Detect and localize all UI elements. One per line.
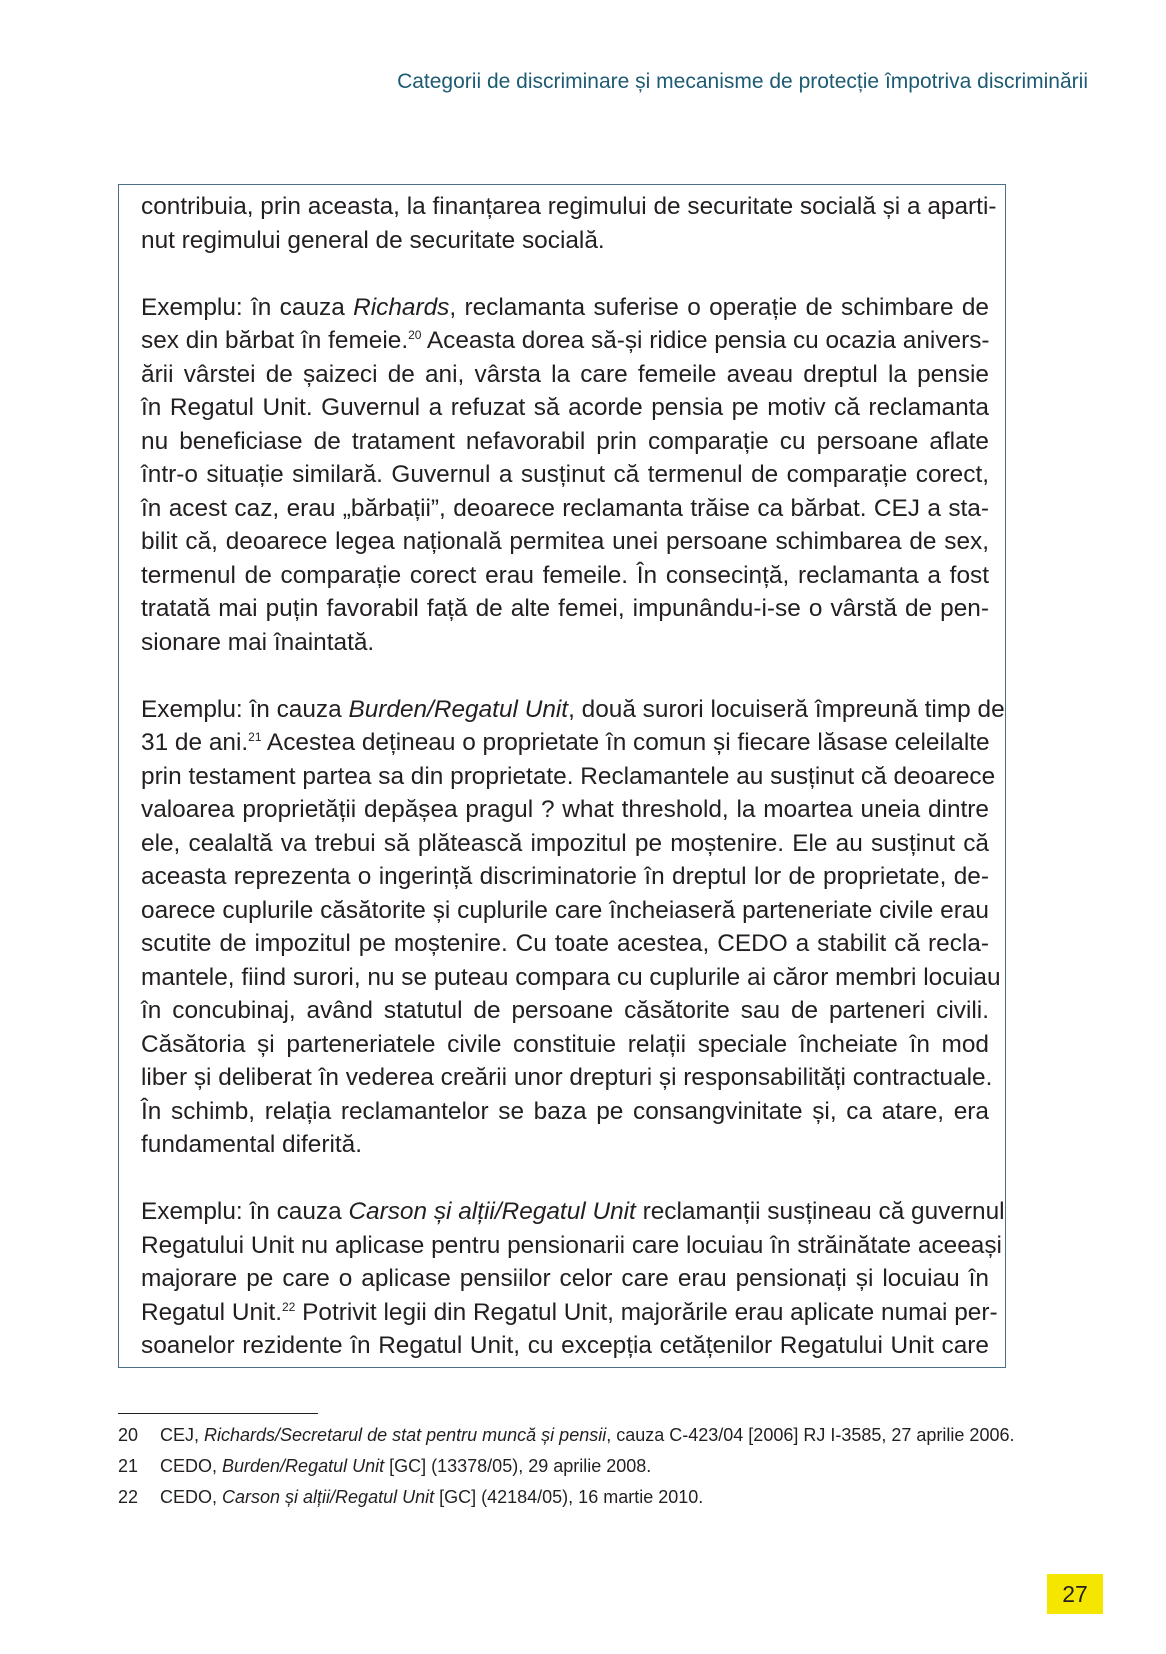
text-run: CEDO,	[160, 1456, 223, 1476]
text-run: mantele, fiind surori, nu se puteau compara cu cuplurile ai căror membri locuiau	[141, 963, 1001, 991]
italic-case-name: Richards/Secretarul de stat pentru muncă și pensii	[204, 1425, 607, 1445]
text-run: nut regimului general de securitate socială.	[141, 226, 605, 254]
footnote-ref: 21	[248, 730, 262, 744]
text-run: valoarea proprietății depășea pragul ? what threshold, la moartea uneia dintre	[141, 796, 989, 823]
text-line	[141, 1329, 989, 1363]
text-run: Potrivit legii din Regatul Unit, majorările erau aplicate numai per-	[295, 1298, 998, 1326]
footnote-21	[118, 1451, 1018, 1482]
text-line	[141, 994, 989, 1028]
text-line	[141, 391, 989, 425]
text-line	[141, 1296, 998, 1330]
footnote-rule	[118, 1413, 318, 1414]
text-line	[141, 458, 989, 492]
text-line	[141, 1229, 1002, 1263]
footnote-text	[160, 1487, 703, 1508]
text-run: prin testament partea sa din proprietate. Reclamantele au susținut că deoarece	[141, 762, 996, 790]
text-line	[141, 860, 989, 894]
text-run: [GC] (42184/05), 16 martie 2010.	[434, 1487, 704, 1507]
text-line	[141, 1028, 989, 1062]
footnote-text	[160, 1456, 651, 1477]
text-run: tratată mai puțin favorabil față de alte femei, impunându-i-se o vârstă de pen-	[141, 595, 989, 622]
footnote-number: 22	[118, 1487, 139, 1507]
page-number: 27	[1047, 1574, 1103, 1614]
text-line	[141, 726, 989, 760]
footnote-22	[118, 1482, 1018, 1513]
text-run: în Regatul Unit. Guvernul a refuzat să acorde pensia pe motiv că reclamanta	[141, 394, 989, 421]
italic-case-name: Burden/Regatul Unit	[348, 695, 569, 723]
text-run: termenul de comparație corect erau femeile. În consecință, reclamanta a fost	[141, 561, 989, 589]
text-line	[141, 626, 989, 660]
text-run: Exemplu: în cauza	[141, 695, 349, 723]
text-line	[141, 927, 989, 961]
text-line	[141, 793, 989, 827]
text-run: într-o situație similară. Guvernul a susținut că termenul de comparație corect,	[141, 461, 989, 488]
text-run: CEJ,	[160, 1425, 205, 1445]
text-run: , reclamanta suferise o operație de schimbare de	[449, 293, 989, 321]
text-line	[141, 559, 989, 593]
footnote-text	[160, 1425, 1014, 1446]
text-line	[141, 525, 989, 559]
text-run: nu beneficiase de tratament nefavorabil prin comparație cu persoane aflate	[141, 427, 989, 455]
text-run: liber și deliberat în vederea creării unor drepturi și responsabilități contractuale.	[141, 1064, 993, 1091]
text-line	[141, 592, 989, 626]
text-run: în acest caz, erau „bărbații”, deoarece reclamanta trăise ca bărbat. CEJ a sta-	[141, 494, 989, 522]
italic-case-name: Richards	[353, 293, 450, 321]
italic-case-name: Burden/Regatul Unit	[222, 1456, 385, 1476]
text-run: CEDO,	[160, 1487, 223, 1507]
text-run: Aceasta dorea să-și ridice pensia cu ocazia anivers-	[421, 327, 990, 354]
footnote-ref: 22	[282, 1299, 296, 1314]
paragraph-gap	[141, 1162, 989, 1196]
footnote-20	[118, 1420, 1018, 1451]
text-run: bilit că, deoarece legea națională permitea unei persoane schimbarea de sex,	[141, 528, 989, 555]
text-run: Căsătoria și parteneriatele civile constituie relații speciale încheiate în mod	[141, 1030, 989, 1058]
text-run: aceasta reprezenta o ingerință discriminatorie în dreptul lor de proprietate, de-	[141, 863, 989, 890]
text-run: fundamental diferită.	[141, 1131, 363, 1158]
running-header: Categorii de discriminare și mecanisme de protecție împotriva discriminării	[397, 70, 1088, 93]
paragraph-gap	[141, 257, 989, 291]
text-line	[141, 358, 989, 392]
footnote-ref: 20	[408, 328, 422, 342]
text-line	[141, 693, 1005, 727]
text-run: Exemplu: în cauza	[141, 1198, 349, 1225]
text-run: în concubinaj, având statutul de persoane căsătorite sau de parteneri civili.	[141, 997, 989, 1024]
text-run: Acestea dețineau o proprietate în comun și fiecare lăsase celeilalte	[261, 729, 990, 756]
text-line	[141, 827, 989, 861]
footnote-number: 20	[118, 1425, 139, 1445]
text-line	[141, 961, 1001, 995]
text-run: Regatul Unit.	[141, 1298, 282, 1326]
text-line	[141, 190, 997, 224]
text-line	[141, 492, 989, 526]
text-run: reclamanții susțineau că guvernul	[635, 1198, 1005, 1225]
text-run: oarece cuplurile căsătorite și cuplurile care încheiaseră parteneriate civile erau	[141, 896, 989, 924]
text-run: ării vârstei de șaizeci de ani, vârsta la care femeile aveau dreptul la pensie	[141, 360, 989, 388]
text-line	[141, 1195, 1005, 1229]
text-line	[141, 425, 989, 459]
footnotes	[118, 1420, 1018, 1513]
text-run: soanelor rezidente în Regatul Unit, cu excepția cetățenilor Regatului Unit care	[141, 1332, 989, 1359]
text-run: [GC] (13378/05), 29 aprilie 2008.	[384, 1456, 652, 1476]
text-line	[141, 291, 989, 325]
text-run: scutite de impozitul pe moștenire. Cu toate acestea, CEDO a stabilit că recla-	[141, 930, 989, 957]
example-box-text	[141, 190, 1005, 1363]
text-line	[141, 894, 989, 928]
text-line	[141, 324, 989, 358]
text-run: , două surori locuiseră împreună timp de	[568, 695, 1005, 723]
text-run: contribuia, prin aceasta, la finanțarea regimului de securitate socială și a aparti-	[141, 193, 997, 220]
text-run: Regatului Unit nu aplicase pentru pensionarii care locuiau în străinătate aceeași	[141, 1231, 1002, 1259]
text-run: , cauza C-423/04 [2006] RJ I-3585, 27 aprilie 2006.	[606, 1425, 1015, 1445]
italic-case-name: Carson și alții/Regatul Unit	[222, 1487, 435, 1507]
italic-case-name: Carson și alții/Regatul Unit	[348, 1198, 636, 1225]
text-line	[141, 1262, 989, 1296]
text-run: Exemplu: în cauza	[141, 293, 354, 321]
text-run: ele, cealaltă va trebui să plătească impozitul pe moștenire. Ele au susținut că	[141, 829, 989, 857]
text-run: 31 de ani.	[141, 729, 249, 756]
text-line	[141, 1095, 989, 1129]
text-line	[141, 224, 989, 258]
text-run: majorare pe care o aplicase pensiilor celor care erau pensionați și locuiau în	[141, 1265, 989, 1292]
paragraph-gap	[141, 659, 989, 693]
text-line	[141, 760, 996, 794]
text-run: sex din bărbat în femeie.	[141, 327, 409, 354]
text-line	[141, 1061, 993, 1095]
text-run: sionare mai înaintată.	[141, 628, 375, 656]
text-line	[141, 1128, 989, 1162]
footnote-number: 21	[118, 1456, 139, 1476]
text-run: În schimb, relația reclamantelor se baza pe consangvinitate și, ca atare, era	[141, 1097, 989, 1125]
